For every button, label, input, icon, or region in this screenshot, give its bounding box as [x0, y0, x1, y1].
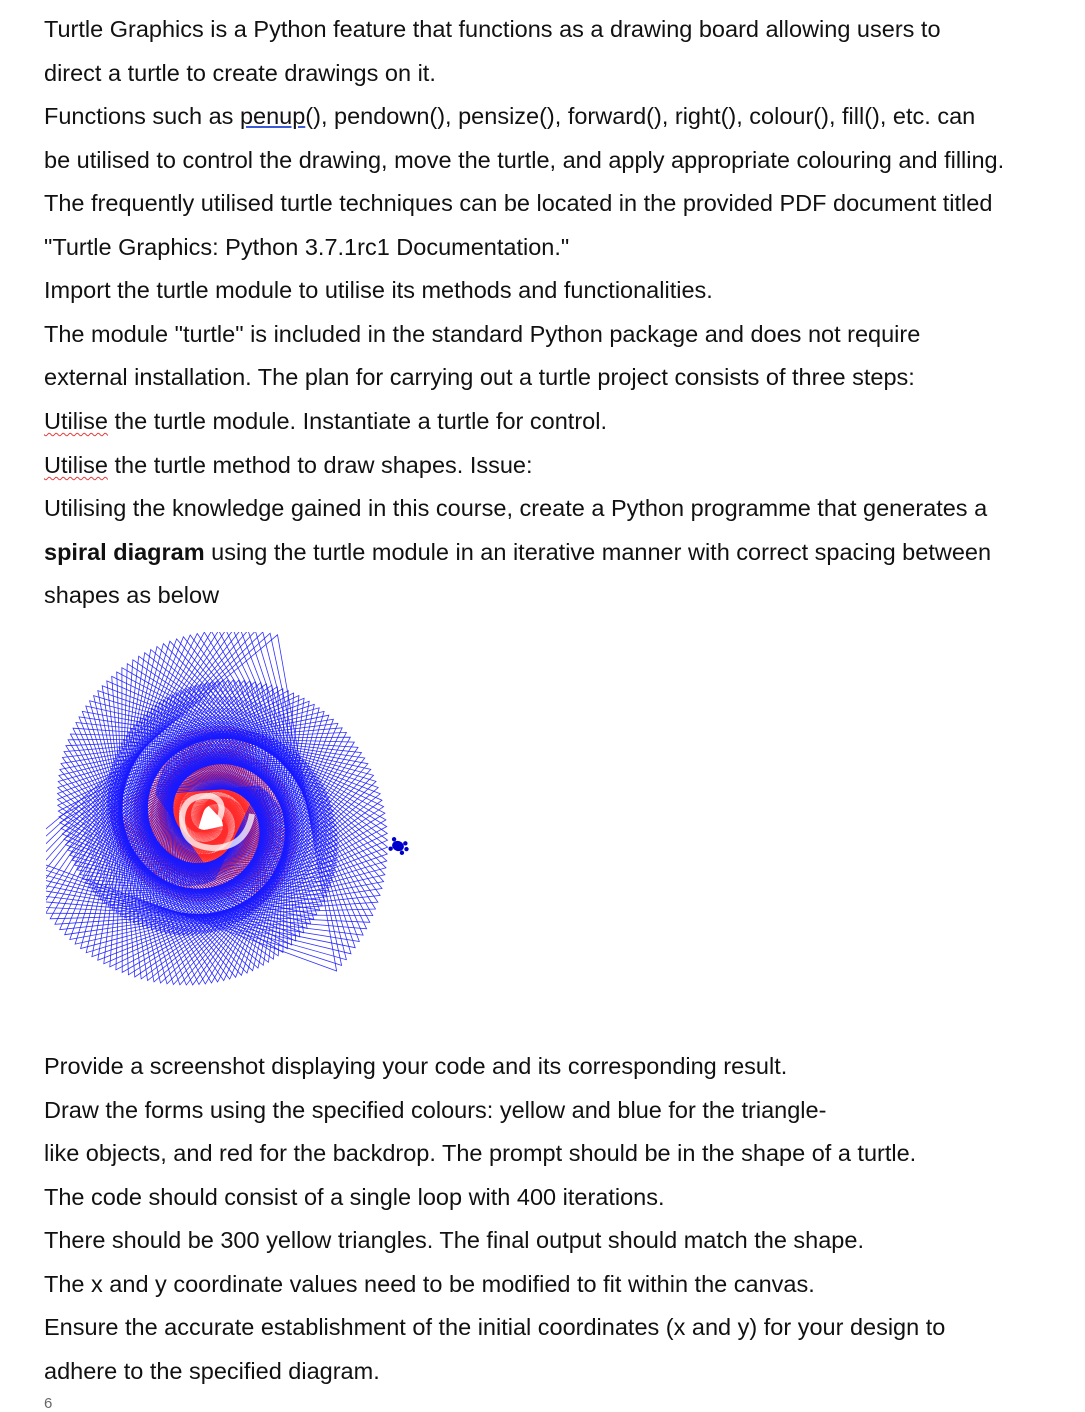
step-2-word: Utilise [44, 452, 108, 478]
requirement-5: There should be 300 yellow triangles. The final output should match the shape. [44, 1227, 864, 1253]
penup-link[interactable]: penup [239, 103, 306, 129]
spiral-diagram-figure [46, 632, 426, 1002]
requirement-4: The code should consist of a single loop with 400 iterations. [44, 1184, 665, 1210]
import-line-3: external installation. The plan for carrying out a turtle project consists of three steps: [44, 364, 915, 390]
intro-line-2: direct a turtle to create drawings on it. [44, 60, 436, 86]
task-bold-term: spiral diagram [44, 539, 205, 565]
task-line-3: shapes as below [44, 582, 220, 608]
functions-line-1 [44, 101, 975, 131]
requirement-7: Ensure the accurate establishment of the initial coordinates (x and y) for your design to [44, 1314, 946, 1340]
task-line-1: Utilising the knowledge gained in this course, create a Python programme that generates a [44, 495, 988, 521]
step-1-rest: the turtle module. Instantiate a turtle for control. [107, 408, 607, 434]
functions-prefix: Functions such as [44, 103, 240, 129]
step-2-rest: the turtle method to draw shapes. Issue: [107, 452, 533, 478]
requirement-3: like objects, and red for the backdrop. The prompt should be in the shape of a turtle. [44, 1140, 917, 1166]
intro-line-1: Turtle Graphics is a Python feature that functions as a drawing board allowing users to [44, 16, 941, 42]
functions-line-3: The frequently utilised turtle techniques can be located in the provided PDF document titled [44, 190, 993, 216]
requirement-6: The x and y coordinate values need to be modified to fit within the canvas. [44, 1271, 815, 1297]
functions-line-2: be utilised to control the drawing, move the turtle, and apply appropriate colouring and filling. [44, 147, 1005, 173]
step-2 [44, 450, 533, 480]
page-number: 6 [44, 1395, 53, 1412]
functions-rest: (), pendown(), pensize(), forward(), right(), colour(), fill(), etc. can [305, 103, 976, 129]
task-line-2-rest: using the turtle module in an iterative manner with correct spacing between [204, 539, 992, 565]
requirement-1: Provide a screenshot displaying your code and its corresponding result. [44, 1053, 788, 1079]
import-line-2: The module "turtle" is included in the standard Python package and does not require [44, 321, 921, 347]
step-1 [44, 406, 607, 436]
task-line-2 [44, 537, 991, 567]
step-1-word: Utilise [44, 408, 108, 434]
turtle-cursor-icon [388, 836, 411, 856]
import-line-1: Import the turtle module to utilise its methods and functionalities. [44, 277, 713, 303]
requirement-2: Draw the forms using the specified colours: yellow and blue for the triangle- [44, 1097, 827, 1123]
requirement-8: adhere to the specified diagram. [44, 1358, 380, 1384]
functions-line-4: "Turtle Graphics: Python 3.7.1rc1 Documentation." [44, 234, 570, 260]
